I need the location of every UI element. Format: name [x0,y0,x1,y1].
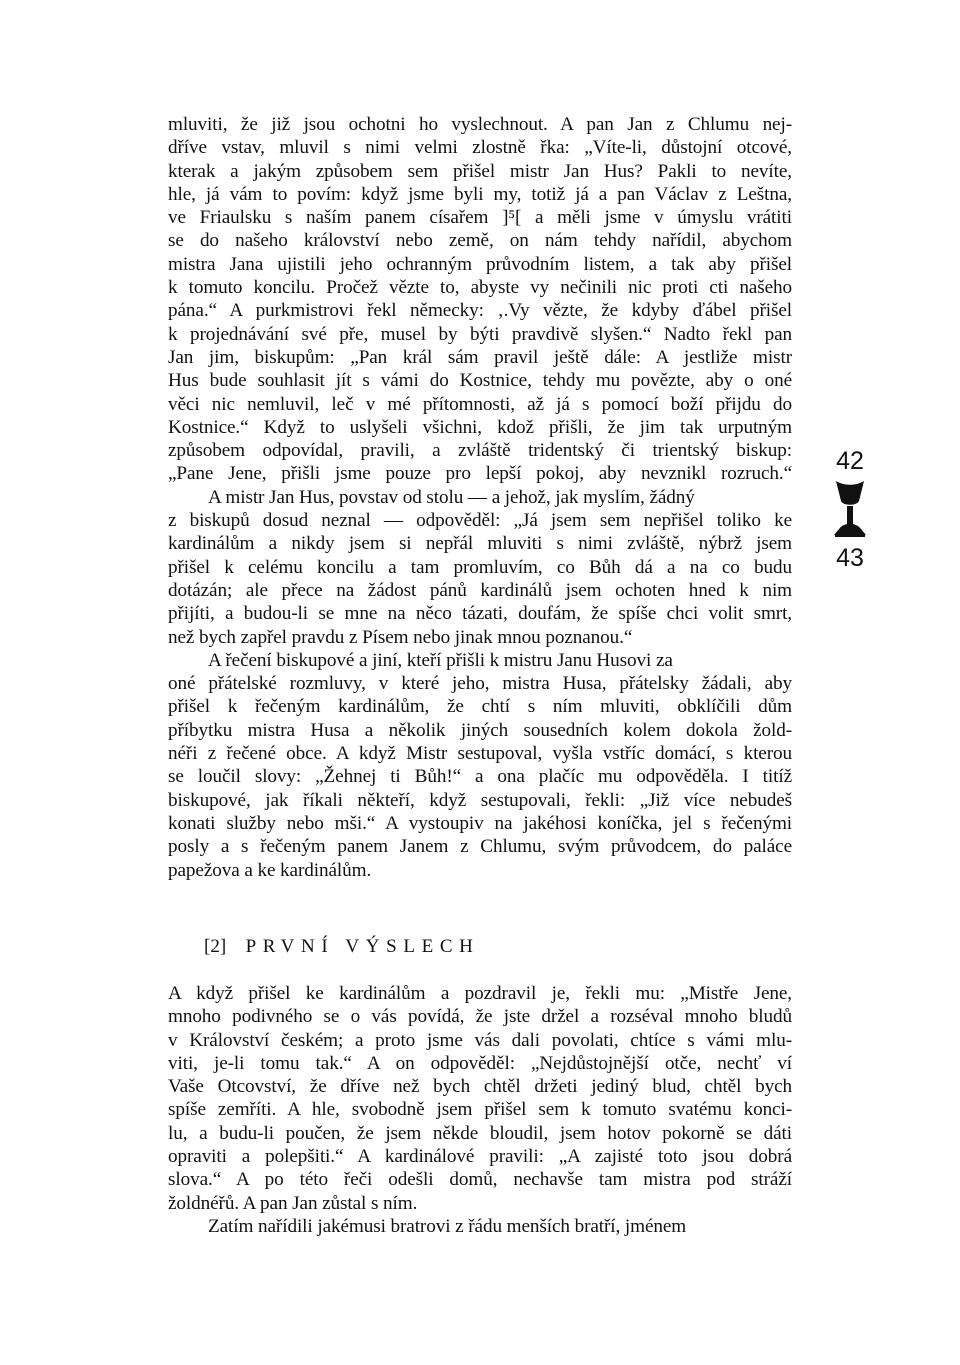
text-line: hle, já vám to povím: když jsme byli my, totiž já a pan Václav z Leštna, [168,183,792,205]
text-line: pána.“ A purkmistrovi řekl německy: ‚.Vy vězte, že kdyby ďábel přišel [168,300,792,322]
text-line: dříve vstav, mluvil s nimi velmi zlostně řka: „Víte-li, důstojní otcové, [168,137,792,159]
bottom-text-block [168,982,792,1238]
text-line: papežova a ke kardinálům. [168,859,372,881]
section-title: PRVNÍ VÝSLECH [245,936,480,957]
text-line: Jan jim, biskupům: „Pan král sám pravil ještě dále: A jestliže mistr [168,346,792,368]
text-line: žoldnéřů. A pan Jan zůstal s ním. [168,1192,418,1214]
text-line: způsobem odpovídal, pravili, a zvláště tridentský či trientský biskup: [168,440,792,462]
text-line: Vaše Otcovství, že dříve než bych chtěl držeti jediný blud, chtěl bych [168,1076,792,1098]
text-line: ve Friaulsku s naším panem císařem ]⁵[ a měli jsme v úmyslu vrátiti [168,207,792,229]
text-line: Kostnice.“ Když to uslyšeli všichni, kdož přišli, že jim tak urputným [168,416,792,438]
text-line: opraviti a polepšiti.“ A kardinálové pravili: „A zajisté toto jsou dobrá [168,1146,792,1168]
section-heading [204,935,704,958]
text-line: mluviti, že již jsou ochotni ho vyslechnout. A pan Jan z Chlumu nej- [168,114,792,135]
page-number-upper: 42 [836,447,864,475]
text-line: Hus bude souhlasit jít s vámi do Kostnice, tehdy mu povězte, aby o oné [168,370,792,392]
text-line: v Království českém; a proto jsme vás dali povolati, chtíce s vámi mlu- [168,1029,792,1051]
text-line: k projednávání své pře, musel by býti pravdivě slyšen.“ Nadto řekl pan [168,323,792,345]
text-line: věci nic nemluvil, leč v mé přítomnosti, až já s pomocí boží přijdu do [168,393,792,415]
text-line: přišel k celému koncilu a tam promluvím, co Bůh dá a na co budu [168,556,792,578]
text-line: lu, a budu-li poučen, že jsem někde bloudil, jsem hotov pokorně se dáti [168,1122,792,1144]
text-line: Zatím nařídili jakémusi bratrovi z řádu menších bratří, jménem [208,1215,687,1237]
text-line: mistra Jana ujistili jeho ochranným průvodním listem, a tak aby přišel [168,253,792,275]
chalice-icon [832,477,868,539]
text-line: mnoho podivného se o vás povídá, že jste držel a rozséval mnoho bludů [168,1006,792,1028]
text-line: A mistr Jan Hus, povstav od stolu — a jehož, jak myslím, žádný [208,486,695,508]
text-line: viti, je-li tomu tak.“ A on odpověděl: „Nejdůstojnější otče, nechť ví [168,1052,792,1074]
text-line: néři z řečené obce. A když Mistr sestupoval, vyšla vstříc domácí, s kterou [168,743,792,765]
text-line: přijíti, a budou-li se mne na něco tázati, doufám, že spíše chci volit smrt, [168,603,792,625]
text-line: než bych zapřel pravdu z Písem nebo jinak mnou poznanou.“ [168,626,633,648]
page-number-lower: 43 [836,544,864,572]
text-line: přišel k řečeným kardinálům, že chtí s ním mluviti, obklíčili dům [168,696,792,718]
margin-page-marker [822,446,878,573]
text-line: „Pane Jene, přišli jsme pouze pro lepší pokoj, aby nevznikl rozruch.“ [168,463,792,485]
text-line: oné přátelské rozmluvy, v které jeho, mistra Husa, přátelsky žádali, aby [168,673,792,695]
text-line: kterak a jakým způsobem sem přišel mistr Jan Hus? Pakli to nevíte, [168,160,792,182]
text-line: dotázán; ale přece na žádost pánů kardinálů jsem ochoten hned k nim [168,579,792,601]
section-number: [2] [204,936,227,957]
text-line: příbytku mistra Husa a několik jiných sousedních kolem dokola žold- [168,719,792,741]
text-line: slova.“ A po této řeči odešli domů, nechavše tam mistra pod stráží [168,1169,792,1191]
text-line: A řečení biskupové a jiní, kteří přišli k mistru Janu Husovi za [208,649,673,671]
text-line: konati služby nebo mši.“ A vystoupiv na jakéhosi koníčka, jel s řečenými [168,812,792,834]
text-line: se loučil slovy: „Žehnej ti Bůh!“ a ona plačíc mu odpověděla. I titíž [168,766,792,788]
text-line: z biskupů dosud neznal — odpověděl: „Já jsem sem nepřišel toliko ke [168,510,792,532]
text-line: A když přišel ke kardinálům a pozdravil je, řekli mu: „Mistře Jene, [168,983,792,1004]
text-line: posly a s řečeným panem Janem z Chlumu, svým průvodcem, do paláce [168,836,792,858]
top-text-block [168,113,792,882]
text-line: biskupové, jak říkali někteří, když sestupovali, řekli: „Již více nebudeš [168,789,792,811]
text-line: spíše zemříti. A hle, svobodně jsem přišel sem k tomuto svatému konci- [168,1099,792,1121]
text-line: se do našeho království nebo země, on nám tehdy nařídil, abychom [168,230,792,252]
text-line: kardinálům a nikdy jsem si nepřál mluviti s nimi zvláště, nýbrž jsem [168,533,792,555]
text-line: k tomuto koncilu. Pročež vězte to, abyste vy nečinili nic proti cti našeho [168,277,792,299]
